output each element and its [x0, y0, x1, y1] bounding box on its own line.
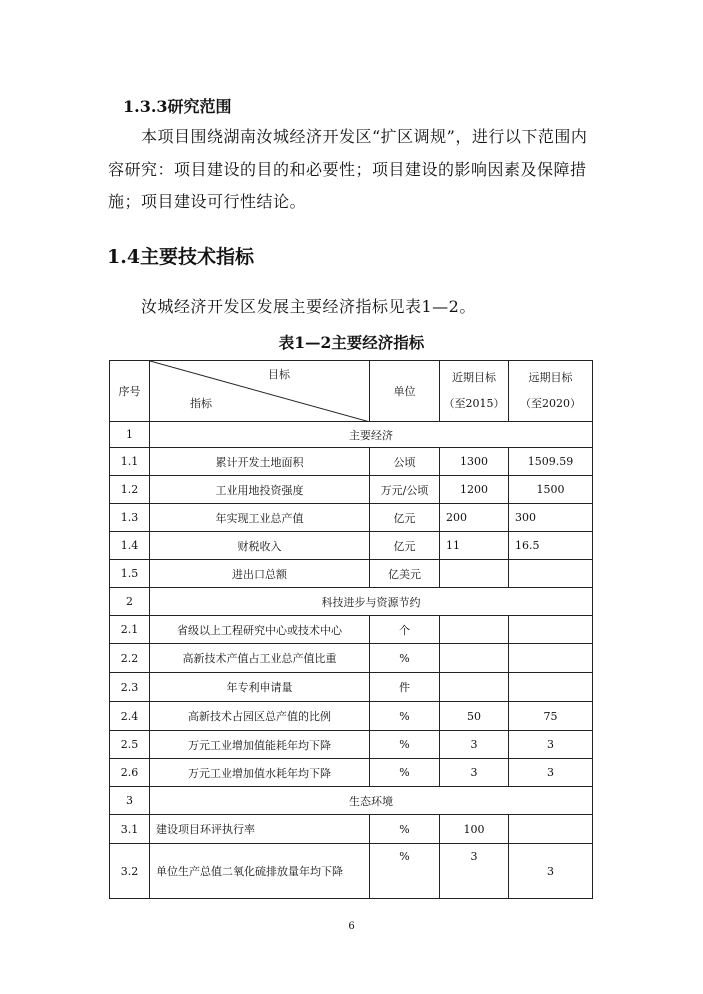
page-number: 6 — [348, 921, 355, 932]
table-intro-text: 汝城经济开发区发展主要经济指标见表1—2。 — [141, 297, 476, 316]
row-near-value: 11 — [440, 532, 509, 560]
row-indicator: 高新技术产值占工业总产值比重 — [150, 644, 370, 673]
row-indicator: 累计开发土地面积 — [150, 448, 370, 476]
paragraph-line-1: 本项目围绕湖南汝城经济开发区“扩区调规”，进行以下范围内 — [141, 127, 588, 146]
row-unit: 亿元 — [370, 532, 440, 560]
table-section-row — [110, 588, 593, 616]
row-unit: % — [370, 844, 440, 899]
row-near-value: 3 — [440, 731, 509, 759]
section-title: 科技进步与资源节约 — [150, 588, 593, 616]
row-seq: 2.3 — [110, 673, 150, 702]
header-target: 目标 — [268, 368, 290, 381]
row-near-value: 1300 — [440, 448, 509, 476]
table-section-row — [110, 422, 593, 448]
row-seq: 1.4 — [110, 532, 150, 560]
row-far-value: 1509.59 — [509, 448, 593, 476]
row-indicator: 建设项目环评执行率 — [150, 815, 370, 844]
row-indicator: 万元工业增加值能耗年均下降 — [150, 731, 370, 759]
header-seq: 序号 — [110, 361, 150, 422]
row-seq: 2 — [110, 588, 150, 616]
row-unit: % — [370, 731, 440, 759]
table-caption: 表1—2主要经济指标 — [278, 333, 425, 352]
row-indicator: 年专利申请量 — [150, 673, 370, 702]
row-far-value: 3 — [509, 844, 593, 899]
row-near-value: 3 — [440, 759, 509, 787]
row-near-value: 100 — [440, 815, 509, 844]
row-near-value: 50 — [440, 702, 509, 731]
table-row — [110, 448, 593, 476]
row-indicator: 省级以上工程研究中心或技术中心 — [150, 616, 370, 644]
row-near-value — [440, 644, 509, 673]
paragraph-line-2: 容研究：项目建设的目的和必要性；项目建设的影响因素及保障措 — [108, 160, 587, 179]
row-seq: 1.5 — [110, 560, 150, 588]
section-heading-1-4: 1.4主要技术指标 — [107, 246, 255, 268]
economic-indicators-table — [109, 360, 593, 899]
row-indicator: 年实现工业总产值 — [150, 504, 370, 532]
header-far-line1: 远期目标 — [528, 371, 573, 384]
row-seq: 2.2 — [110, 644, 150, 673]
header-far-term — [509, 361, 593, 422]
table-row — [110, 844, 593, 899]
section-title: 生态环境 — [150, 787, 593, 815]
table-header-row — [110, 361, 593, 422]
header-diagonal-cell — [150, 361, 370, 422]
row-unit: % — [370, 644, 440, 673]
row-seq: 2.4 — [110, 702, 150, 731]
table-row — [110, 560, 593, 588]
header-near-line1: 近期目标 — [452, 371, 496, 384]
row-seq: 1 — [110, 422, 150, 448]
row-near-value: 200 — [440, 504, 509, 532]
paragraph-line-3: 施；项目建设可行性结论。 — [108, 192, 307, 211]
row-far-value — [509, 644, 593, 673]
table-row — [110, 759, 593, 787]
row-far-value: 16.5 — [509, 532, 593, 560]
table-row — [110, 702, 593, 731]
row-far-value — [509, 673, 593, 702]
row-seq: 3.1 — [110, 815, 150, 844]
row-unit: 件 — [370, 673, 440, 702]
row-near-value: 1200 — [440, 476, 509, 504]
table-row — [110, 532, 593, 560]
row-unit: 亿元 — [370, 504, 440, 532]
table-section-row — [110, 787, 593, 815]
table-row — [110, 731, 593, 759]
row-far-value: 300 — [509, 504, 593, 532]
row-unit: % — [370, 815, 440, 844]
row-indicator: 单位生产总值二氧化硫排放量年均下降 — [150, 844, 370, 899]
row-unit: % — [370, 702, 440, 731]
section-heading-1-3-3: 1.3.3研究范围 — [123, 97, 232, 116]
row-seq: 3 — [110, 787, 150, 815]
row-indicator: 工业用地投资强度 — [150, 476, 370, 504]
diagonal-line — [150, 361, 370, 422]
table-row — [110, 815, 593, 844]
row-unit: 公顷 — [370, 448, 440, 476]
row-seq: 1.3 — [110, 504, 150, 532]
row-far-value — [509, 560, 593, 588]
row-far-value — [509, 616, 593, 644]
table-row — [110, 504, 593, 532]
row-seq: 3.2 — [110, 844, 150, 899]
row-far-value: 75 — [509, 702, 593, 731]
row-indicator: 进出口总额 — [150, 560, 370, 588]
table-row — [110, 476, 593, 504]
header-far-line2: （至2020） — [520, 397, 581, 410]
row-far-value: 3 — [509, 731, 593, 759]
row-near-value: 3 — [440, 844, 509, 899]
header-near-line2: （至2015） — [443, 397, 505, 410]
row-indicator: 万元工业增加值水耗年均下降 — [150, 759, 370, 787]
table-row — [110, 644, 593, 673]
row-seq: 2.5 — [110, 731, 150, 759]
row-near-value — [440, 673, 509, 702]
row-near-value — [440, 560, 509, 588]
table-row — [110, 673, 593, 702]
header-near-term — [440, 361, 509, 422]
row-unit: % — [370, 759, 440, 787]
header-indicator: 指标 — [190, 397, 212, 410]
header-unit: 单位 — [370, 361, 440, 422]
row-indicator: 财税收入 — [150, 532, 370, 560]
row-far-value: 1500 — [509, 476, 593, 504]
row-unit: 亿美元 — [370, 560, 440, 588]
row-far-value — [509, 815, 593, 844]
row-near-value — [440, 616, 509, 644]
row-unit: 个 — [370, 616, 440, 644]
row-indicator: 高新技术占园区总产值的比例 — [150, 702, 370, 731]
section-title: 主要经济 — [150, 422, 593, 448]
row-far-value: 3 — [509, 759, 593, 787]
row-unit: 万元/公顷 — [370, 476, 440, 504]
table-row — [110, 616, 593, 644]
row-seq: 2.6 — [110, 759, 150, 787]
row-seq: 2.1 — [110, 616, 150, 644]
row-seq: 1.1 — [110, 448, 150, 476]
row-seq: 1.2 — [110, 476, 150, 504]
